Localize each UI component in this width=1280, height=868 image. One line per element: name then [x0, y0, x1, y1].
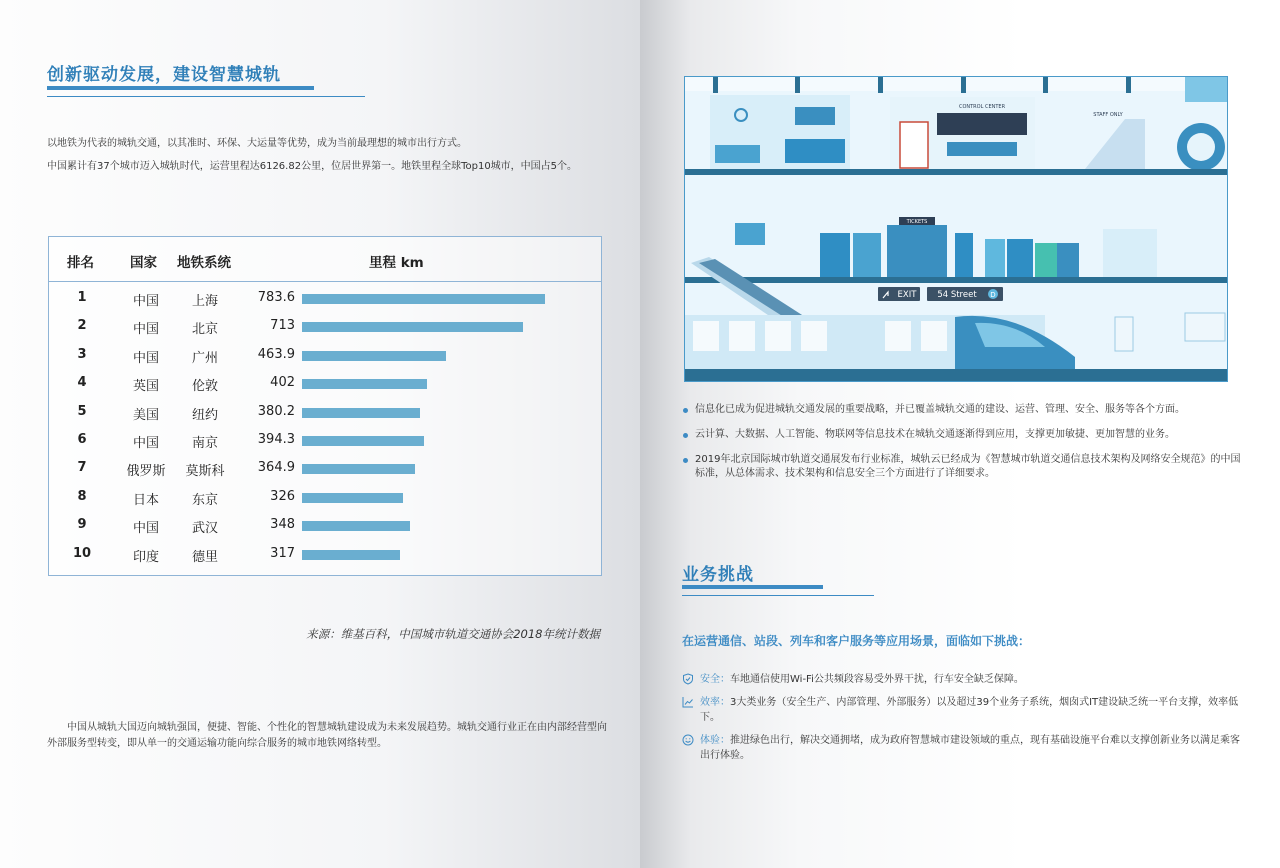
header-rank: 排名: [67, 255, 94, 271]
rank-cell: 9: [77, 517, 87, 533]
rank-cell: 1: [77, 290, 87, 305]
table-row: [49, 486, 601, 510]
country-cell: 中国: [132, 322, 159, 338]
country-cell: 中国: [132, 294, 159, 309]
country-cell: 日本: [132, 492, 159, 508]
closing-paragraph: 中国从城轨大国迈向城轨强国，便捷、智能、个性化的智慧城轨建设成为未来发展趋势。城轨交通行业正在由内部经营型向外部服务型转变，即从单一的交通运输功能向综合服务的城市地铁网络转型。: [47, 722, 607, 749]
country-cell: 中国: [132, 521, 159, 537]
challenge-label: 体验：: [700, 735, 730, 746]
intro-paragraph-2: 中国累计有37个城市迈入城轨时代，运营里程达6126.82公里，位居世界第一。地铁里程全球Top10城市，中国占5个。: [47, 161, 578, 172]
challenge-text: 3大类业务（安全生产、内部管理、外部服务）以及超过39个业务子系统，烟囱式IT建设缺乏统一平台支撑，效率低下。: [700, 697, 1239, 723]
challenge-label: 效率：: [700, 697, 730, 708]
station-cross-section-image: [685, 77, 1227, 381]
challenges-underline: [682, 585, 823, 589]
table-row: [49, 457, 601, 481]
metro-station-illustration: [684, 76, 1228, 382]
title-underline: [47, 86, 314, 90]
rank-cell: 2: [77, 318, 87, 334]
city-cell: 德里: [191, 549, 218, 565]
city-cell: 莫斯科: [185, 464, 225, 480]
km-bar: [302, 436, 424, 446]
city-cell: 纽约: [191, 407, 218, 423]
city-cell: 南京: [191, 436, 218, 451]
header-km: 里程 km: [369, 255, 424, 271]
km-bar: [302, 464, 415, 474]
challenge-efficiency: [682, 695, 1242, 725]
source-note: 来源：维基百科，中国城市轨道交通协会2018年统计数据: [306, 627, 600, 641]
km-bar: [302, 493, 403, 503]
km-cell: 317: [270, 545, 295, 561]
km-bar: [302, 322, 523, 332]
country-cell: 美国: [132, 407, 159, 423]
km-bar: [302, 521, 410, 531]
rank-cell: 4: [77, 375, 87, 391]
country-cell: 中国: [132, 436, 159, 451]
smile-icon: [682, 734, 694, 746]
country-cell: 俄罗斯: [126, 464, 166, 480]
trend-chart-icon: [682, 696, 694, 708]
km-cell: 783.6: [257, 290, 295, 305]
challenge-text: 推进绿色出行，解决交通拥堵，成为政府智慧城市建设领域的重点，现有基础设施平台难以支撑创新业务以满足乘客出行体验。: [700, 735, 1240, 761]
rank-cell: 8: [77, 488, 87, 504]
table-row: [49, 344, 601, 368]
city-cell: 广州: [191, 350, 218, 366]
city-cell: 东京: [191, 492, 218, 508]
city-cell: 上海: [191, 294, 218, 309]
km-bar: [302, 294, 545, 304]
table-row: [49, 514, 601, 538]
country-cell: 印度: [132, 549, 159, 565]
km-cell: 713: [270, 318, 295, 334]
header-country: 国家: [130, 255, 157, 271]
table-row: [49, 315, 601, 339]
country-cell: 中国: [132, 350, 159, 366]
km-bar: [302, 550, 400, 560]
staff-only-sign: STAFF ONLY: [1093, 112, 1123, 118]
km-cell: 380.2: [257, 403, 295, 419]
km-cell: 326: [270, 488, 295, 504]
challenges-title: 业务挑战: [682, 565, 754, 585]
bullet-item: 信息化已成为促进城轨交通发展的重要战略，并已覆盖城轨交通的建设、运营、管理、安全、服务等各个方面。: [682, 403, 1242, 417]
rank-cell: 5: [77, 403, 87, 419]
bullet-item: 2019年北京国际城市轨道交通展发布行业标准，城轨云已经成为《智慧城市轨道交通信息技术架构及网络安全规范》的中国标准，从总体需求、技术架构和信息安全三个方面进行了详细要求。: [682, 453, 1242, 481]
rank-cell: 3: [77, 346, 87, 362]
km-bar: [302, 408, 420, 418]
info-bullets: [682, 403, 1242, 492]
right-page: [640, 0, 1280, 868]
intro-paragraph-1: 以地铁为代表的城轨交通，以其准时、环保、大运量等优势，成为当前最理想的城市出行方式。: [47, 138, 467, 149]
challenge-safety: [682, 672, 1242, 687]
tickets-sign: TICKETS: [906, 219, 928, 225]
table-row: [49, 543, 601, 567]
table-row: [49, 401, 601, 425]
bullet-item: 云计算、大数据、人工智能、物联网等信息技术在城轨交通逐渐得到应用，支撑更加敏捷、更加智慧的业务。: [682, 428, 1242, 442]
challenges-rule: [682, 595, 874, 596]
rank-cell: 7: [77, 460, 87, 476]
table-row: [49, 372, 601, 396]
table-row: [49, 287, 601, 311]
header-divider: [49, 281, 601, 282]
street-badge: D: [990, 291, 996, 299]
km-cell: 463.9: [257, 346, 295, 362]
section-title: 创新驱动发展，建设智慧城轨: [47, 65, 281, 85]
km-cell: 394.3: [257, 432, 295, 447]
km-cell: 402: [270, 375, 295, 391]
challenge-experience: [682, 733, 1242, 763]
rank-cell: 6: [77, 432, 87, 447]
km-bar: [302, 351, 446, 361]
control-center-sign: CONTROL CENTER: [958, 104, 1006, 110]
metro-ranking-table: [48, 236, 602, 576]
km-cell: 348: [270, 517, 295, 533]
street-sign: 54 Street: [937, 290, 977, 300]
shield-check-icon: [682, 673, 694, 685]
exit-sign: EXIT: [897, 290, 917, 300]
city-cell: 伦敦: [191, 379, 218, 395]
km-bar: [302, 379, 427, 389]
header-system: 地铁系统: [177, 255, 231, 271]
challenge-text: 车地通信使用Wi-Fi公共频段容易受外界干扰，行车安全缺乏保障。: [730, 674, 1024, 685]
rank-cell: 10: [72, 545, 92, 561]
challenge-label: 安全：: [700, 674, 730, 685]
km-cell: 364.9: [257, 460, 295, 476]
country-cell: 英国: [132, 379, 159, 395]
challenges-subheading: 在运营通信、站段、列车和客户服务等应用场景，面临如下挑战：: [682, 634, 1031, 648]
city-cell: 武汉: [191, 521, 218, 537]
title-rule: [47, 96, 365, 97]
city-cell: 北京: [191, 322, 218, 338]
table-row: [49, 429, 601, 453]
